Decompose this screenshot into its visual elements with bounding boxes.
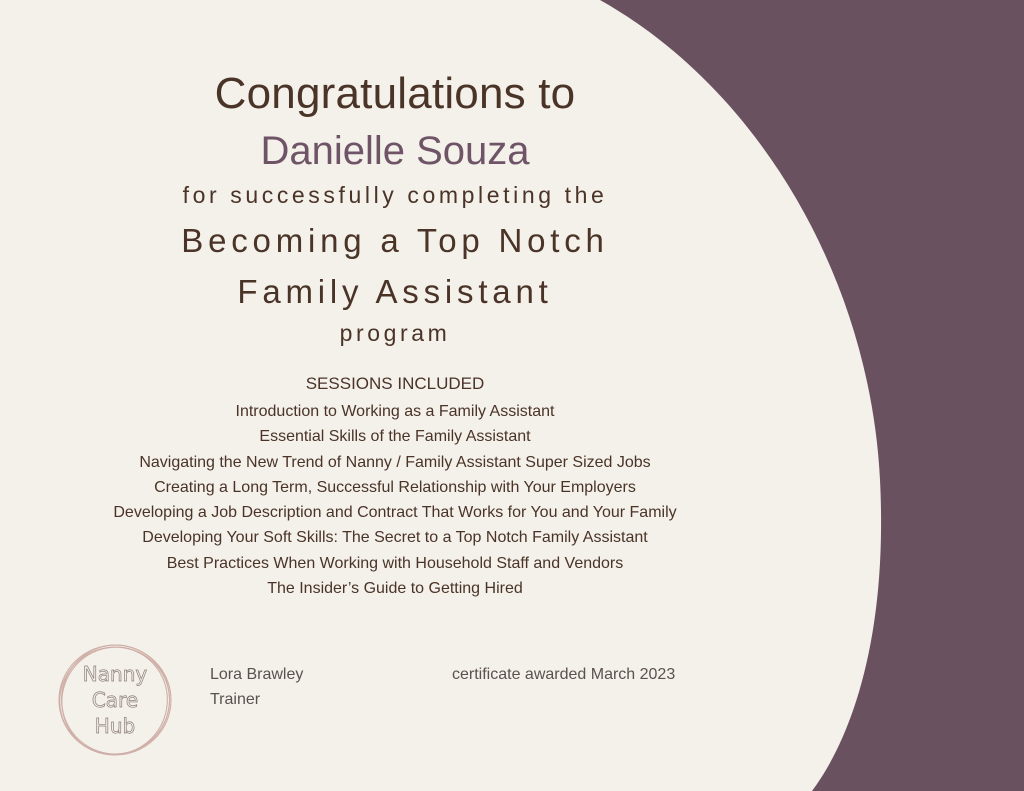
session-item: Creating a Long Term, Successful Relationship with Your Employers: [154, 478, 636, 496]
logo-text-line-3: Hub: [94, 714, 136, 738]
logo-text-line-2: Care: [91, 688, 139, 712]
logo-text-line-1: Nanny: [82, 662, 148, 686]
program-label: program: [339, 320, 451, 346]
program-title-line-2: Family Assistant: [237, 273, 553, 310]
award-date: certificate awarded March 2023: [452, 666, 676, 683]
completion-text: for successfully completing the: [182, 182, 608, 208]
session-item: Navigating the New Trend of Nanny / Family Assistant Super Sized Jobs: [139, 453, 651, 471]
session-item: Essential Skills of the Family Assistant: [259, 428, 531, 446]
sessions-list: [0, 399, 790, 601]
session-item: Developing Your Soft Skills: The Secret to a Top Notch Family Assistant: [142, 529, 648, 547]
program-title-line-1: Becoming a Top Notch: [181, 222, 609, 259]
session-item: The Insider’s Guide to Getting Hired: [267, 580, 523, 598]
trainer-name: Lora Brawley: [210, 666, 304, 683]
nanny-care-hub-logo: [55, 641, 175, 759]
sessions-heading: SESSIONS INCLUDED: [305, 374, 485, 393]
congratulations-heading: Congratulations to: [214, 69, 576, 118]
session-item: Introduction to Working as a Family Assistant: [235, 403, 555, 420]
session-item: Developing a Job Description and Contract That Works for You and Your Family: [113, 504, 677, 522]
recipient-name: Danielle Souza: [260, 129, 530, 173]
session-item: Best Practices When Working with Household Staff and Vendors: [166, 554, 624, 572]
trainer-title: Trainer: [210, 691, 261, 708]
